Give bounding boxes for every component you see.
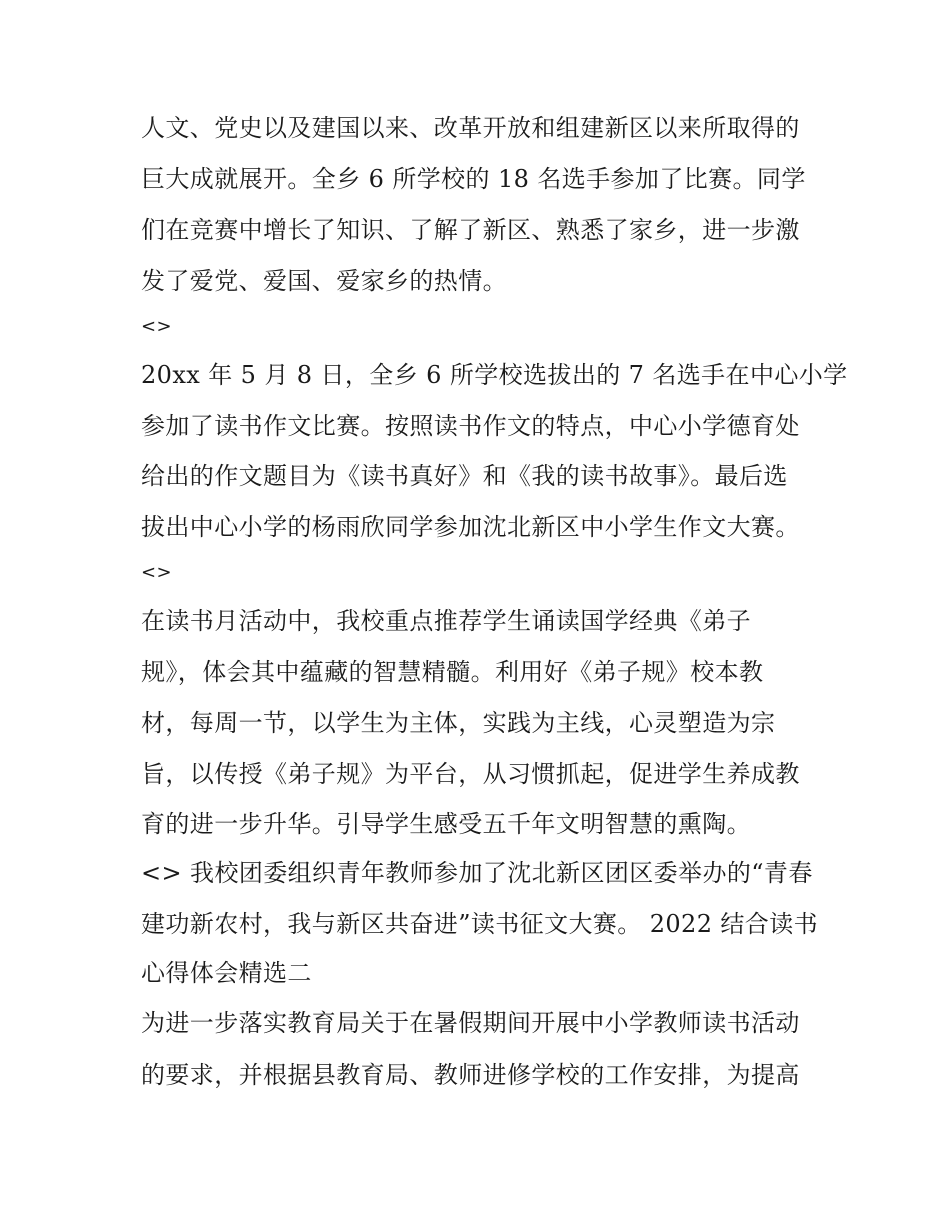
text-line: 心得体会精选二: [141, 959, 312, 987]
text-line: 规》，体会其中蕴藏的智慧精髓。利用好《弟子规》校本教: [141, 658, 764, 686]
text-line: 巨大成就展开。全乡 6 所学校的 18 名选手参加了比赛。同学: [141, 165, 806, 193]
text-line: 参加了读书作文比赛。按照读书作文的特点，中心小学德育处: [141, 412, 800, 440]
text-line: <> 我校团委组织青年教师参加了沈北新区团区委举办的“青春: [141, 859, 813, 887]
text-line: 材，每周一节，以学生为主体，实践为主线，心灵塑造为宗: [141, 709, 776, 737]
text-line: 拔出中心小学的杨雨欣同学参加沈北新区中小学生作文大赛。: [141, 513, 800, 541]
text-line: 育的进一步升华。引导学生感受五千年文明智慧的熏陶。: [141, 810, 751, 838]
text-line: 发了爱党、爱国、爱家乡的热情。: [141, 267, 507, 295]
text-line: 旨，以传授《弟子规》为平台，从习惯抓起，促进学生养成教: [141, 760, 800, 788]
text-line: 20xx 年 5 月 8 日，全乡 6 所学校选拔出的 7 名选手在中心小学: [141, 361, 848, 389]
section-marker: <>: [141, 316, 172, 337]
text-line: 在读书月活动中，我校重点推荐学生诵读国学经典《弟子: [141, 607, 751, 635]
text-line: 建功新农村，我与新区共奋进”读书征文大赛。 2022 结合读书: [141, 910, 819, 938]
text-line: 人文、党史以及建国以来、改革开放和组建新区以来所取得的: [141, 114, 800, 142]
text-line: 为进一步落实教育局关于在暑假期间开展中小学教师读书活动: [141, 1009, 800, 1037]
text-line: 给出的作文题目为《读书真好》和《我的读书故事》。最后选: [141, 462, 788, 490]
section-marker: <>: [141, 562, 172, 583]
text-line: 们在竞赛中增长了知识、了解了新区、熟悉了家乡，进一步激: [141, 216, 800, 244]
text-line: 的要求，并根据县教育局、教师进修学校的工作安排，为提高: [141, 1061, 800, 1089]
